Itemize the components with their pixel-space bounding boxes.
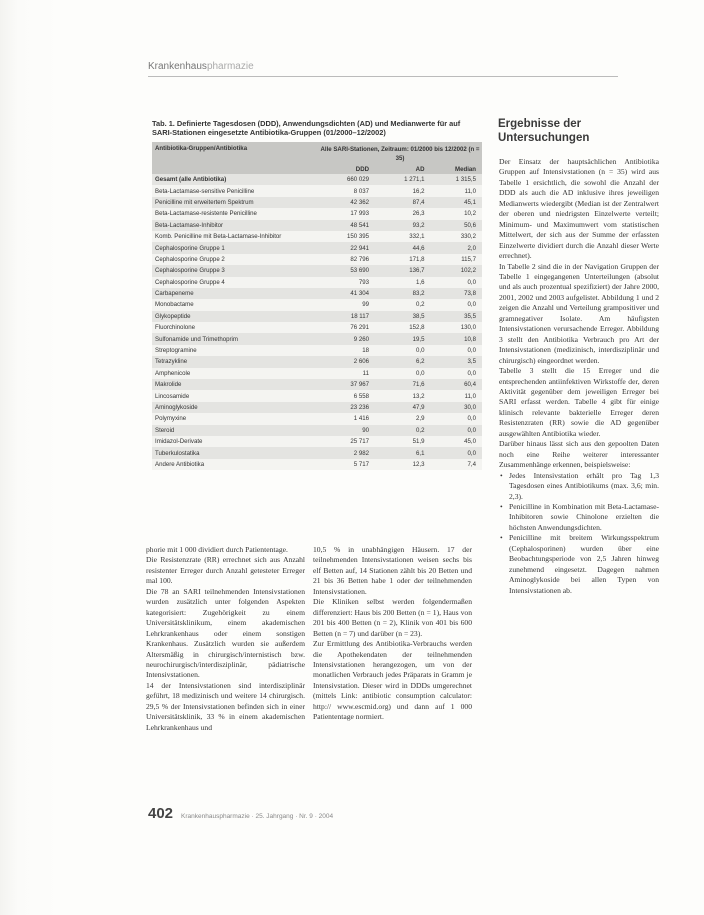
table-row bbox=[152, 459, 482, 470]
body-column-2 bbox=[313, 545, 472, 723]
cell-ad: 26,3 bbox=[412, 210, 425, 218]
cell-ad: 71,6 bbox=[412, 381, 425, 389]
cell-ddd: 5 717 bbox=[353, 460, 369, 468]
section-title bbox=[498, 117, 668, 145]
table-row bbox=[152, 390, 482, 401]
cell-median: 130,0 bbox=[460, 324, 476, 332]
cell-name: Cephalosporine Gruppe 1 bbox=[155, 244, 225, 252]
cell-ad: 83,2 bbox=[412, 290, 425, 298]
cell-ad: 13,2 bbox=[412, 392, 425, 400]
list-item: • Jedes Intensivstation erhält pro Tag 1,3 Tagesdosen eines Antibiotikums (max. 3,6; min. 2,3). bbox=[509, 471, 659, 502]
table-head-ad: AD bbox=[415, 165, 425, 173]
cell-median: 0,0 bbox=[467, 301, 476, 309]
table-row bbox=[152, 356, 482, 367]
cell-name: Beta-Lactamase-Inhibitor bbox=[155, 221, 224, 229]
cell-ddd: 8 037 bbox=[353, 187, 369, 195]
cell-name: Streptogramine bbox=[155, 347, 197, 355]
cell-ad: 0,2 bbox=[416, 301, 425, 309]
table-row bbox=[152, 231, 482, 242]
cell-median: 30,0 bbox=[464, 404, 476, 411]
cell-ddd: 17 993 bbox=[350, 210, 369, 218]
cell-ad: 2,9 bbox=[416, 415, 425, 423]
cell-name: Cephalosporine Gruppe 3 bbox=[155, 267, 225, 275]
col3-paragraph: In Tabelle 2 sind die in der Navigation Gruppen der Tabelle 1 eingegangenen Unterteilungen (absolut und als auch prozentual spezifiziert) der Jahre 2000, 2001, 2002 und 2003 aufgelistet. Abbildung 1 und 2 zeigen die Anzahl und Verteilung grampositiver und gramnegativer Isolate. Am häufigsten Intensivstationen verursachende Erreger. Abbildung 3 stellt den Antibiotika Verbrauch pro Art der Intensivstationen (medizinisch, interdisziplinär und chirurgisch) eingeordnet werden. bbox=[499, 261, 659, 365]
page-number: 402 bbox=[148, 805, 174, 822]
table-row bbox=[152, 311, 482, 322]
cell-name: Sulfonamide und Trimethoprim bbox=[155, 335, 238, 343]
cell-ad: 332,1 bbox=[409, 233, 425, 241]
cell-median: 50,6 bbox=[464, 221, 476, 229]
page-footer bbox=[148, 805, 333, 822]
table-row bbox=[152, 368, 482, 379]
cell-ddd: 90 bbox=[362, 426, 369, 434]
cell-ad: 171,8 bbox=[409, 255, 425, 263]
cell-median: 1 315,5 bbox=[455, 176, 476, 184]
cell-ad: 19,5 bbox=[412, 335, 425, 343]
cell-name: Polymyxine bbox=[155, 415, 187, 423]
cell-ddd: 22 941 bbox=[350, 244, 369, 252]
col2-paragraph: Zur Ermittlung des Antibiotika-Verbrauchs werden die Apothekendaten der teilnehmenden Intensivstationen herangezogen, um von der monatlichen Verbrauch jedes Präparats in Gramm je Intensivstation. Dieser wird in DDDs umgerechnet (mittels Link: antibiotic consumption calculator: http:// www.escmid.org) und dann auf 1 000 Patiententage normiert. bbox=[313, 639, 472, 722]
table-row bbox=[152, 220, 482, 231]
col1-paragraph: Die 78 an SARI teilnehmenden Intensivstationen wurden zusätzlich unter folgenden Aspekten kategorisiert: Zugehörigkeit zu einem Universitätsklinikum, einem akademischen Lehrkrankenhaus oder einem sonstigen Krankenhaus. Zusätzlich wurden sie außerdem Altersmäßig in chirurgisch/internistisch bzw. neurochirurgisch/interdisziplinär, pädiatrische Intensivstationen. bbox=[146, 586, 305, 680]
table-row bbox=[152, 288, 482, 299]
list-item: • Penicilline in Kombination mit Beta-Lactamase-Inhibitoren sowie Chinolone erzielten die höchsten Anwendungsdichten. bbox=[509, 502, 659, 533]
cell-ad: 16,2 bbox=[412, 187, 425, 195]
table-row bbox=[152, 322, 482, 333]
table-body bbox=[152, 174, 482, 470]
cell-ad: 38,5 bbox=[412, 312, 425, 320]
cell-median: 115,7 bbox=[461, 255, 476, 263]
cell-name: Aminoglykoside bbox=[155, 404, 198, 411]
cell-ad: 87,4 bbox=[412, 198, 425, 206]
cell-name: Fluorchinolone bbox=[155, 324, 195, 332]
section-title-line: Ergebnisse der bbox=[498, 118, 582, 130]
list-item: • Penicilline mit breitem Wirkungsspektrum (Cephalosporinen) wurden über eine Beobachtungsperiode von 2,5 Jahren hinweg zunehmend eingesetzt. Dagegen nahmen Aminoglykoside bei allen Typen von Intensivstationen ab. bbox=[509, 533, 659, 596]
cell-name: Glykopeptide bbox=[155, 312, 191, 320]
cell-ddd: 76 291 bbox=[350, 324, 369, 332]
col1-paragraph: Die Resistenzrate (RR) errechnet sich aus Anzahl resistenter Erreger durch Anzahl getesteter Erreger mal 100. bbox=[146, 555, 305, 586]
cell-ad: 6,1 bbox=[416, 449, 425, 457]
cell-ddd: 82 796 bbox=[350, 255, 369, 263]
table-row bbox=[152, 379, 482, 390]
table-row bbox=[152, 242, 482, 253]
table-row bbox=[152, 277, 482, 288]
cell-ddd: 9 260 bbox=[353, 335, 369, 343]
col1-paragraph: 14 der Intensivstationen sind interdisziplinär geführt, 18 medizinisch und weitere 14 chirurgisch. 29,5 % der Intensivstationen befinden sich in einer Universitätsklinik, 33 % in einem akademischen Lehrkrankenhaus und bbox=[146, 680, 305, 732]
cell-ddd: 42 362 bbox=[350, 198, 369, 206]
cell-ad: 6,2 bbox=[416, 358, 425, 366]
cell-median: 102,2 bbox=[460, 267, 476, 275]
cell-name: Amphenicole bbox=[155, 369, 191, 377]
table-row bbox=[152, 333, 482, 344]
cell-median: 11,0 bbox=[464, 392, 476, 400]
cell-median: 45,1 bbox=[464, 198, 476, 206]
table-row bbox=[152, 254, 482, 265]
cell-name: Cephalosporine Gruppe 4 bbox=[155, 278, 225, 286]
cell-median: 0,0 bbox=[467, 278, 476, 286]
cell-median: 0,0 bbox=[467, 415, 476, 423]
header-main: Krankenhaus bbox=[148, 61, 207, 72]
cell-median: 2,0 bbox=[467, 244, 476, 252]
table-row bbox=[152, 299, 482, 310]
cell-ddd: 11 bbox=[362, 369, 369, 377]
table-row bbox=[152, 413, 482, 424]
cell-ddd: 23 236 bbox=[350, 404, 369, 411]
cell-median: 0,0 bbox=[467, 369, 476, 377]
cell-name: Tetrazykline bbox=[155, 358, 188, 366]
cell-name: Gesamt (alle Antibiotika) bbox=[155, 176, 227, 184]
cell-ad: 1,6 bbox=[416, 278, 425, 286]
cell-name: Beta-Lactamase-sensitive Penicilline bbox=[155, 187, 255, 195]
cell-median: 7,4 bbox=[467, 460, 476, 468]
ddd-table bbox=[152, 142, 482, 470]
cell-median: 0,0 bbox=[467, 347, 476, 355]
cell-ddd: 37 967 bbox=[350, 381, 369, 389]
cell-name: Cephalosporine Gruppe 2 bbox=[155, 255, 225, 263]
cell-median: 35,5 bbox=[464, 312, 476, 320]
table-row bbox=[152, 447, 482, 458]
cell-median: 73,8 bbox=[464, 290, 476, 298]
cell-ad: 152,8 bbox=[409, 324, 425, 332]
cell-name: Steroid bbox=[155, 426, 175, 434]
table-row bbox=[152, 345, 482, 356]
cell-median: 60,4 bbox=[464, 381, 476, 389]
cell-name: Penicilline mit erweitertem Spektrum bbox=[155, 198, 254, 206]
cell-ad: 0,2 bbox=[416, 426, 425, 434]
cell-ddd: 793 bbox=[358, 278, 369, 286]
table-row bbox=[152, 174, 482, 185]
cell-median: 0,0 bbox=[467, 449, 476, 457]
cell-ad: 0,0 bbox=[416, 347, 425, 355]
col3-paragraph: Der Einsatz der hauptsächlichen Antibiotika Gruppen auf Intensivstationen (n = 35) wird aus Tabelle 1 ersichtlich, die sowohl die Anzahl der DDD als auch die AD inklusive ihres jeweiligen Medianwerts wiedergibt (Median ist der Zentralwert der oberen und niedrigsten Einzelwerte verteilt; Minimum- und Maximumwert vom statistischen Mittelwert, der sich aus der Summe der erfassten Einzelwerte dividiert durch die Anzahl dieser Werte errechnet). bbox=[499, 157, 659, 261]
cell-ad: 136,7 bbox=[409, 267, 425, 275]
cell-median: 45,0 bbox=[464, 438, 476, 446]
journal-info: Krankenhauspharmazie · 25. Jahrgang · Nr. 9 · 2004 bbox=[181, 813, 334, 820]
section-title-line: Untersuchungen bbox=[498, 132, 590, 144]
cell-ad: 93,2 bbox=[412, 221, 425, 229]
cell-ad: 47,9 bbox=[412, 404, 425, 411]
table-row bbox=[152, 197, 482, 208]
cell-median: 3,5 bbox=[467, 358, 476, 366]
cell-name: Makrolide bbox=[155, 381, 182, 389]
cell-ad: 1 271,1 bbox=[404, 176, 425, 184]
cell-ad: 0,0 bbox=[416, 369, 425, 377]
cell-ddd: 53 690 bbox=[350, 267, 369, 275]
cell-median: 330,2 bbox=[460, 233, 476, 241]
cell-ad: 12,3 bbox=[412, 460, 425, 468]
cell-ddd: 6 558 bbox=[353, 392, 369, 400]
cell-median: 0,0 bbox=[467, 426, 476, 434]
cell-ddd: 99 bbox=[362, 301, 369, 309]
table-row bbox=[152, 402, 482, 413]
cell-ddd: 25 717 bbox=[350, 438, 369, 446]
cell-ddd: 660 029 bbox=[346, 176, 369, 184]
cell-name: Carbapeneme bbox=[155, 290, 194, 298]
cell-name: Komb. Penicilline mit Beta-Lactamase-Inhibitor bbox=[155, 233, 282, 241]
cell-name: Tuberkulostatika bbox=[155, 449, 200, 457]
cell-ddd: 2 606 bbox=[353, 358, 369, 366]
table-row bbox=[152, 265, 482, 276]
header-rule bbox=[148, 76, 618, 77]
cell-ddd: 18 117 bbox=[350, 312, 369, 320]
cell-median: 11,0 bbox=[464, 187, 476, 195]
cell-ddd: 41 304 bbox=[350, 290, 369, 298]
table-head-name: Antibiotika-Gruppen/Antibiotika bbox=[155, 145, 248, 152]
table-head-group: Alle SARI-Stationen, Zeitraum: 01/2000 bis 12/2002 (n = 35) bbox=[320, 146, 480, 162]
cell-name: Imidazol-Derivate bbox=[155, 438, 203, 446]
col2-paragraph: Die Kliniken selbst werden folgendermaßen differenziert: Haus bis 200 Betten (n = 1), Haus von 201 bis 400 Betten (n = 2), Klinik von 401 bis 600 Betten (n = 7) und darüber (n = 23). bbox=[313, 597, 472, 638]
cell-median: 10,8 bbox=[464, 335, 476, 343]
body-column-1 bbox=[146, 545, 305, 733]
table-head-ddd: DDD bbox=[355, 165, 369, 173]
cell-ad: 44,6 bbox=[412, 244, 425, 252]
findings-list bbox=[499, 471, 659, 596]
col2-paragraph: 10,5 % in unabhängigen Häusern. 17 der teilnehmenden Intensivstationen weisen sechs bis elf Betten auf, 14 Stationen zählt bis 20 Betten und 21 bis 36 Betten habe 1 oder der teilnehmenden Intensivstationen. bbox=[313, 545, 472, 596]
table-row bbox=[152, 208, 482, 219]
running-header bbox=[148, 61, 254, 72]
table-row bbox=[152, 436, 482, 447]
cell-ddd: 18 bbox=[362, 347, 369, 355]
table-header bbox=[152, 142, 482, 174]
cell-name: Andere Antibiotika bbox=[155, 460, 205, 468]
header-rest: pharmazie bbox=[206, 61, 254, 72]
cell-name: Monobactame bbox=[155, 301, 194, 309]
table-head-median: Median bbox=[455, 165, 476, 173]
table-row bbox=[152, 425, 482, 436]
col3-paragraph: Tabelle 3 stellt die 15 Erreger und die entsprechenden antiinfektiven Wirkstoffe der, deren Aktivität gegenüber dem jeweiligen Erreger bei SARI erfasst werden. Tabelle 4 gibt für einige klinisch relevante bakterielle Erreger deren Resistenzraten (RR) sowie die AD gegenüber ausgewählten Antibiotika wieder. bbox=[499, 366, 659, 438]
cell-name: Lincosamide bbox=[155, 392, 190, 400]
cell-ddd: 1 416 bbox=[353, 415, 369, 423]
cell-name: Beta-Lactamase-resistente Penicilline bbox=[155, 210, 257, 218]
col3-paragraph: Darüber hinaus lässt sich aus den gepoolten Daten noch eine Reihe weiterer interessanter Zusammenhänge erkennen, beispielsweise: bbox=[499, 439, 659, 470]
table-caption: Tab. 1. Definierte Tagesdosen (DDD), Anwendungsdichten (AD) und Medianwerte für auf SARI-Stationen eingesetzte Antibiotika-Gruppen (01/2000–12/2002) bbox=[152, 119, 461, 138]
cell-ad: 51,9 bbox=[412, 438, 425, 446]
cell-ddd: 48 541 bbox=[350, 221, 369, 229]
cell-ddd: 150 395 bbox=[346, 233, 369, 241]
cell-ddd: 2 982 bbox=[353, 449, 369, 457]
table-row bbox=[152, 185, 482, 196]
cell-median: 10,2 bbox=[464, 210, 476, 218]
body-column-3 bbox=[499, 157, 659, 596]
col1-paragraph: phorie mit 1 000 dividiert durch Patiententage. bbox=[146, 545, 288, 554]
